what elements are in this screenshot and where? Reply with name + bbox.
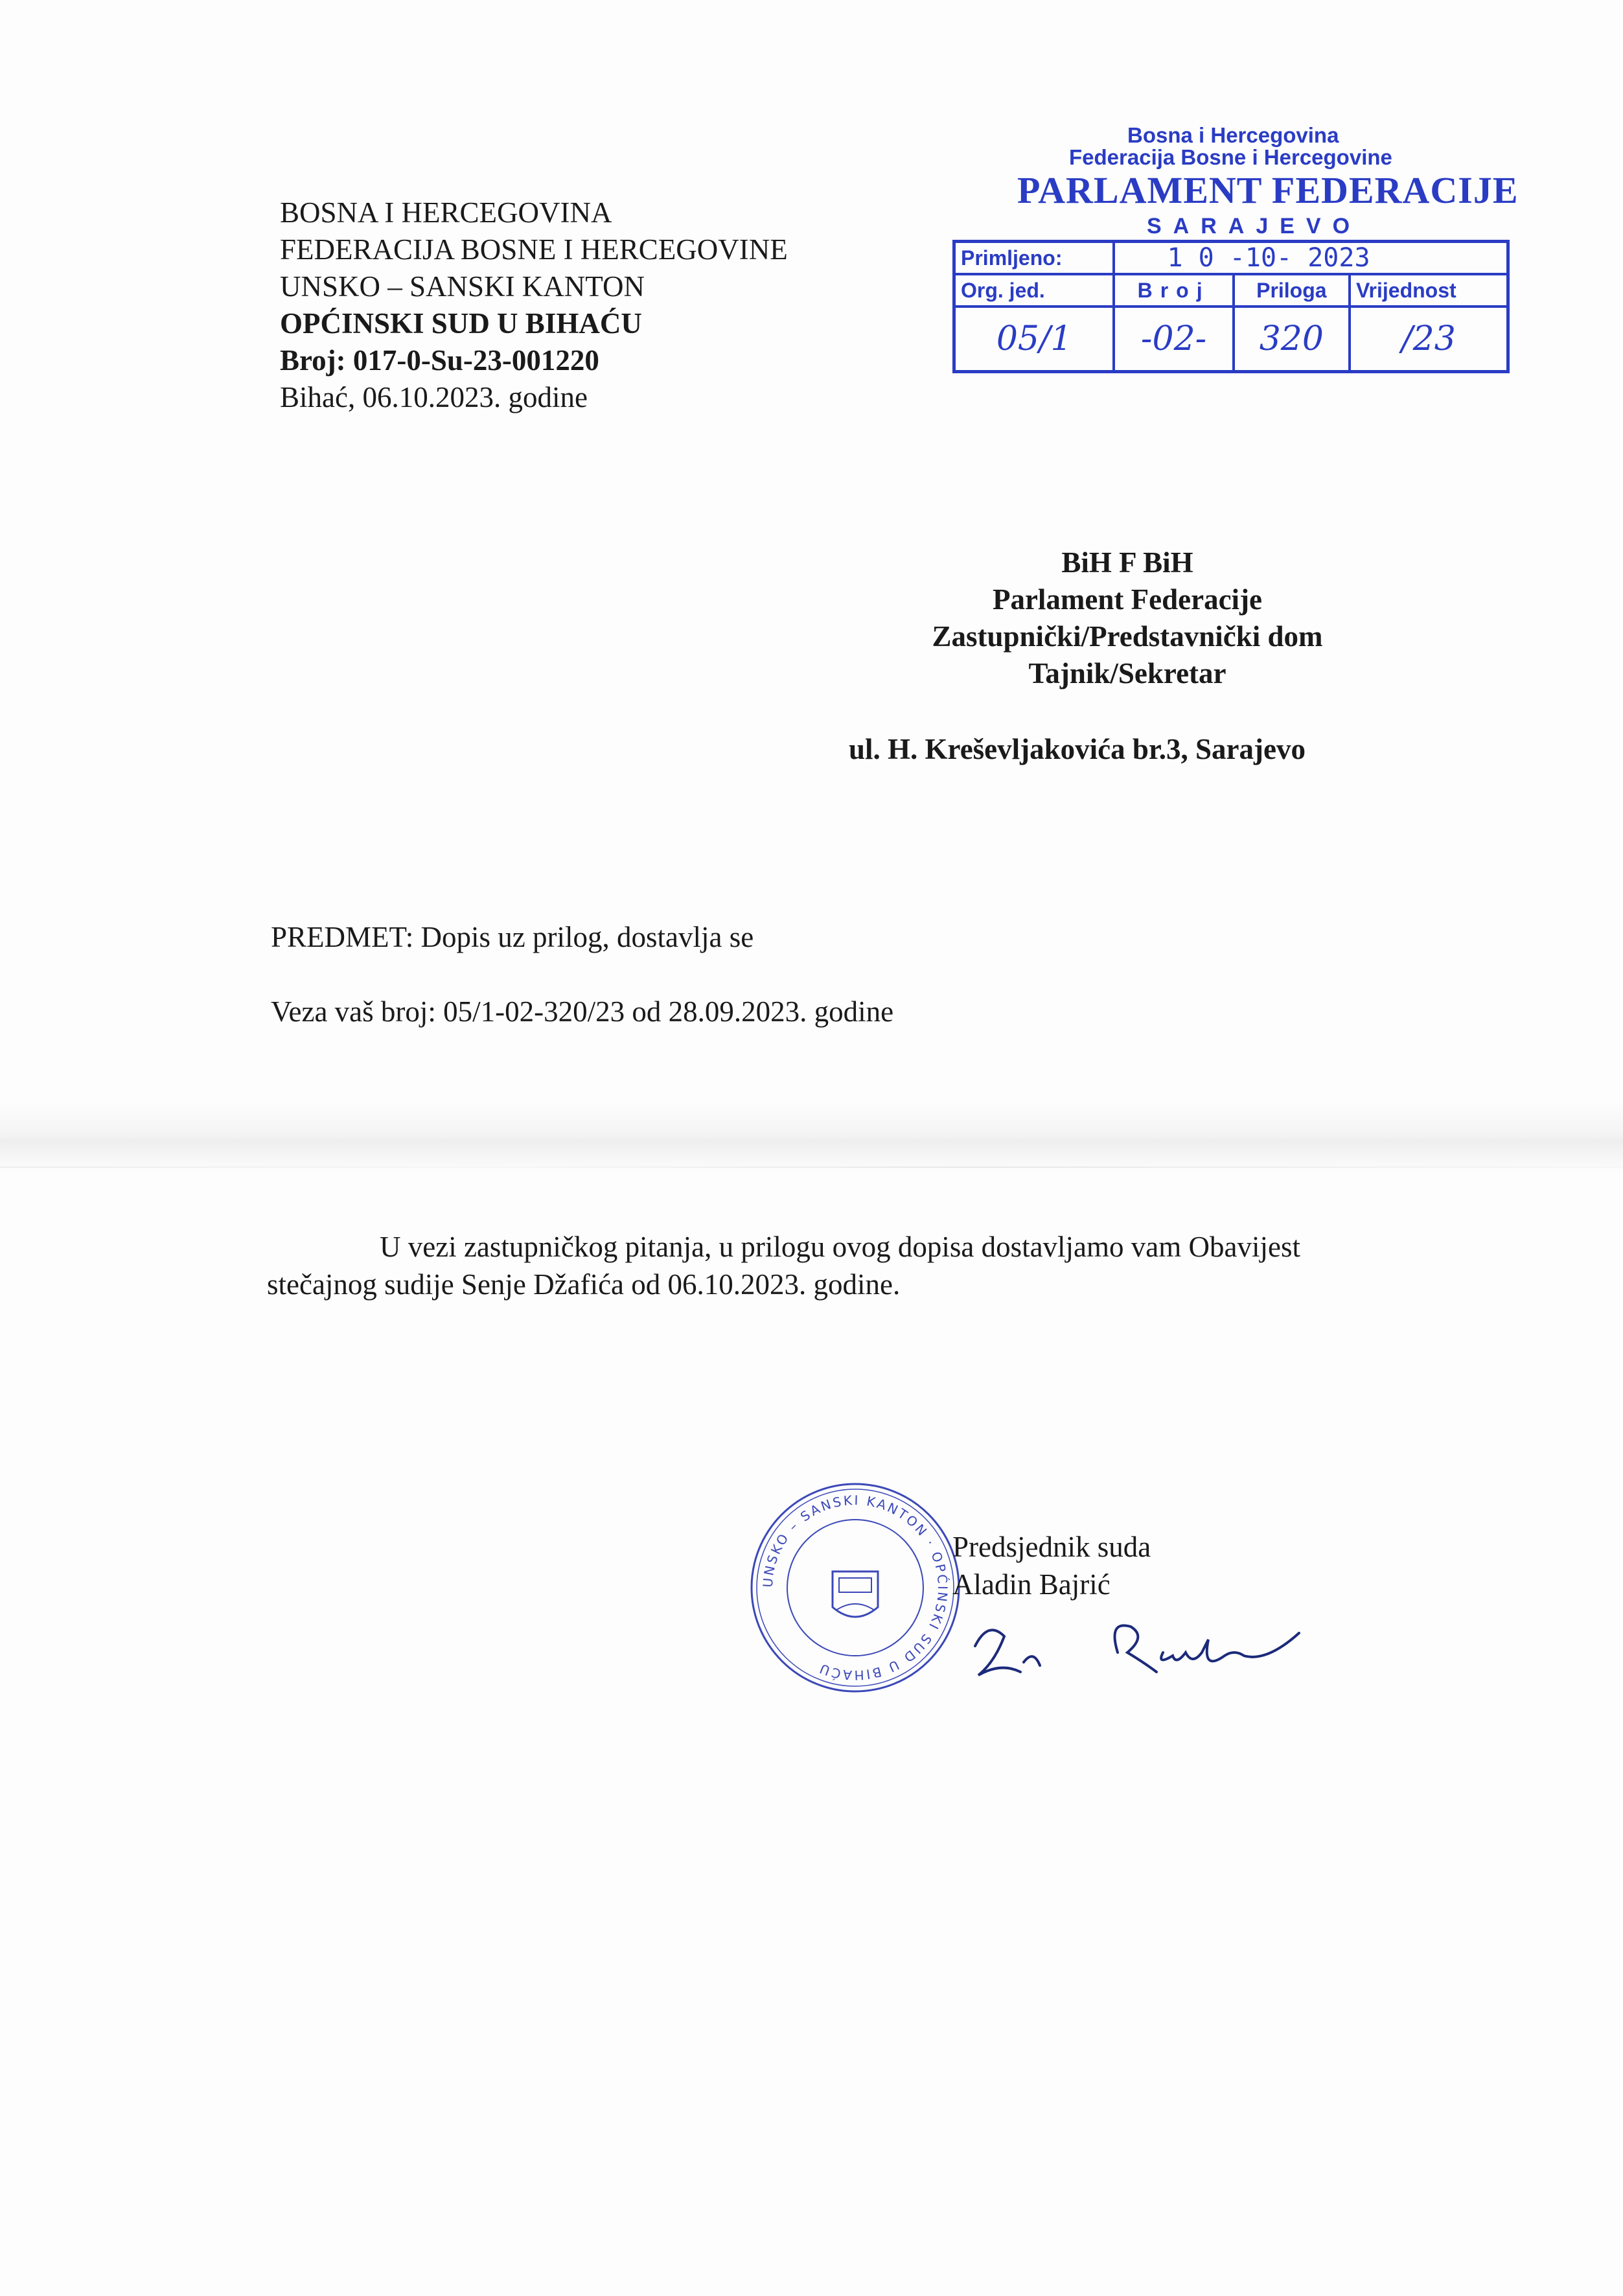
recipient-line-2: Parlament Federacije: [992, 583, 1263, 616]
seal-text: UNSKO – SANSKI KANTON · OPĆINSKI SUD U BIHAĆU: [759, 1492, 951, 1684]
stamp-col-broj: Broj: [1114, 274, 1233, 307]
recipient-line-1: BiH F BiH: [1061, 546, 1193, 579]
court-header: [280, 194, 788, 416]
signature-name: Aladin Bajrić: [952, 1568, 1111, 1601]
stamp-col-vrijednost: Vrijednost: [1350, 274, 1508, 307]
stamp-table: [952, 240, 1510, 373]
court-seal-icon: [745, 1474, 965, 1701]
body-paragraph: U vezi zastupničkog pitanja, u prilogu ovog dopisa dostavljamo vam Obavijest stečajnog sudije Senje Džafića od 06.10.2023. godine.: [267, 1231, 1300, 1301]
header-case-number: Broj: 017-0-Su-23-001220: [280, 344, 599, 377]
recipient-address: ul. H. Kreševljakovića br.3, Sarajevo: [849, 733, 1306, 765]
recipient-line-3: Zastupnički/Predstavnički dom: [932, 620, 1323, 653]
signature-title: Predsjednik suda: [952, 1531, 1151, 1563]
svg-text:UNSKO – SANSKI KANTON · OPĆINS: [760, 1492, 950, 1683]
received-stamp: [952, 123, 1519, 408]
stamp-val-vrijednost: /23: [1350, 307, 1508, 372]
paper-fold-shadow: [0, 1102, 1623, 1173]
reference-line: Veza vaš broj: 05/1-02-320/23 od 28.09.2023. godine: [271, 995, 894, 1028]
subject-line: PREDMET: Dopis uz prilog, dostavlja se: [271, 921, 754, 953]
signature-block: [952, 1528, 1151, 1603]
stamp-received-label: Primljeno:: [954, 242, 1114, 275]
header-date: Bihać, 06.10.2023. godine: [280, 381, 588, 413]
stamp-col-priloga: Priloga: [1234, 274, 1350, 307]
handwritten-signature-icon: [969, 1601, 1306, 1685]
paper-fold-line: [0, 1166, 1623, 1168]
header-canton: UNSKO – SANSKI KANTON: [280, 270, 645, 303]
stamp-col-org: Org. jed.: [954, 274, 1114, 307]
stamp-parliament: PARLAMENT FEDERACIJE: [1017, 169, 1519, 211]
header-federation: FEDERACIJA BOSNE I HERCEGOVINE: [280, 233, 788, 266]
stamp-line-1: Bosna i Hercegovina: [1127, 123, 1339, 147]
stamp-line-2: Federacija Bosne i Hercegovine: [1069, 145, 1392, 169]
stamp-val-broj: -02-: [1114, 307, 1233, 372]
recipient-block: [829, 544, 1425, 692]
stamp-received-date: 1 0 -10- 2023: [1114, 242, 1508, 275]
stamp-val-priloga: 320: [1234, 307, 1350, 372]
header-country: BOSNA I HERCEGOVINA: [280, 196, 612, 229]
recipient-line-4: Tajnik/Sekretar: [1028, 657, 1226, 690]
stamp-city: SARAJEVO: [1147, 214, 1362, 238]
stamp-val-org: 05/1: [954, 307, 1114, 372]
header-court-name: OPĆINSKI SUD U BIHAĆU: [280, 307, 642, 340]
